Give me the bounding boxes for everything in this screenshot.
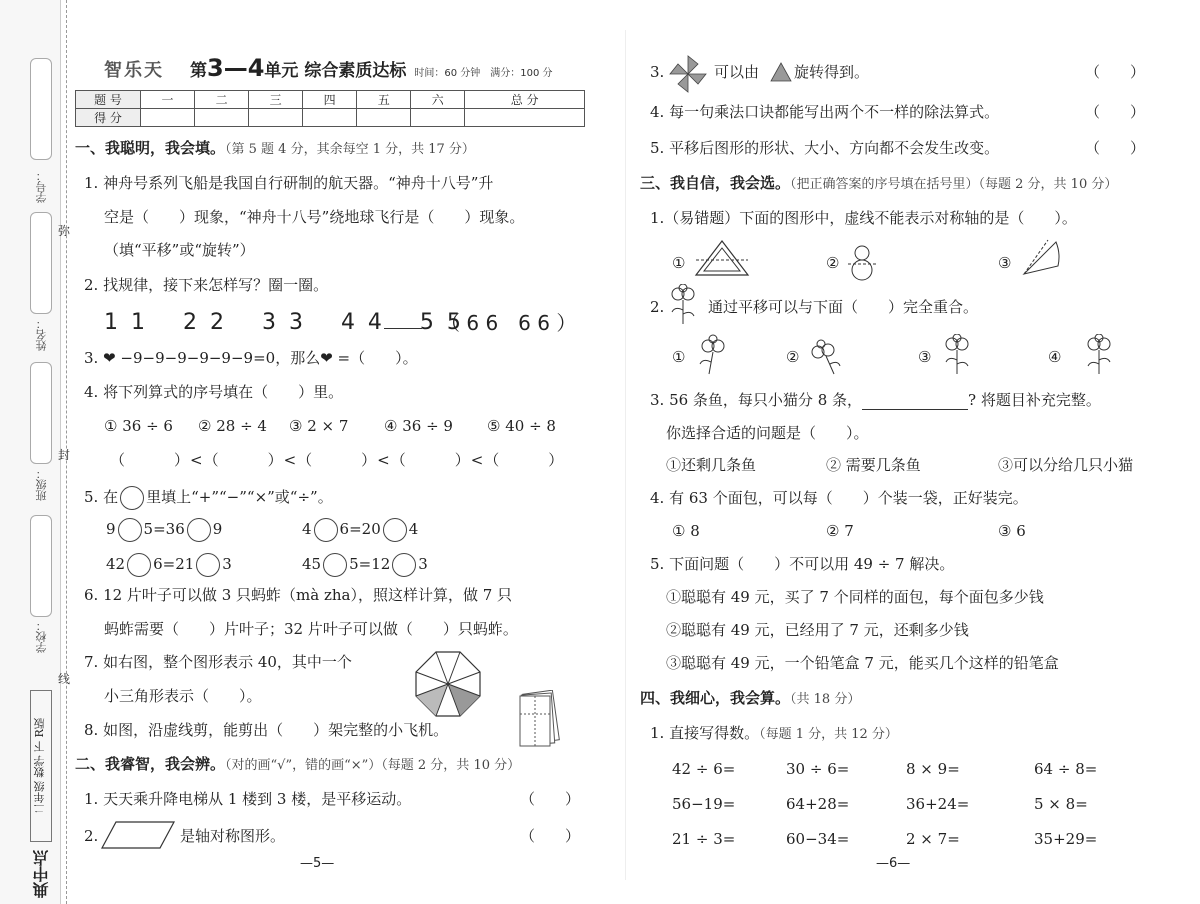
exam-meta: 时间：60 分钟 满分：100 分 [414,68,553,79]
q7-line1: 7. 如右图，整个图形表示 40，其中一个 [84,653,352,671]
calc-r2c4[interactable]: 5 × 8= [1034,795,1088,813]
triangle-icon [770,62,792,82]
calc-r3c4[interactable]: 35+29= [1034,830,1098,848]
name-box[interactable] [30,212,52,314]
judge-3-answer[interactable]: （ ） [1085,63,1146,81]
school-label: 学校： [35,620,48,653]
calc-r1c1[interactable]: 42 ÷ 6= [672,760,736,778]
page-title: 第3—4单元 综合素质达标 时间：60 分钟 满分：100 分 [190,54,553,82]
class-label: 班级： [35,468,48,501]
q4-item-4: ④ 36 ÷ 9 [384,417,453,435]
q2-text: 2. 找规律，接下来怎样写？圈一圈。 [84,276,329,294]
flower-opt-3 [940,334,976,376]
seal-char-xian: 线 [58,672,71,686]
series-logo: 智乐天 [104,60,164,81]
page-number-6: —6— [876,856,911,871]
calc-r1c4[interactable]: 64 ÷ 8= [1034,760,1098,778]
choice-5-text: 5. 下面问题（ ）不可以用 49 ÷ 7 解决。 [650,555,955,573]
q5-circle-sample [120,486,144,510]
choice-4-opt-2[interactable]: ② 7 [826,522,854,540]
choice-4-opt-1[interactable]: ① 8 [672,522,700,540]
judge-1-text: 1. 天天乘升降电梯从 1 楼到 3 楼，是平移运动。 [84,790,412,808]
choice-3-blank[interactable] [862,409,968,410]
q5-text: 5. 在 里填上“+”“−”“×”或“÷”。 [84,486,333,510]
q7-line2: 小三角形表示（ ）。 [104,687,262,705]
flower-icon [666,284,702,326]
calc-r1c2[interactable]: 30 ÷ 6= [786,760,850,778]
q6-line1: 6. 12 片叶子可以做 3 只蚂蚱（mà zha），照这样计算，做 7 只 [84,586,513,604]
section-1-heading: 一、我聪明，我会填。（第 5 题 4 分，其余每空 1 分，共 17 分） [75,139,475,157]
seal-char-feng: 封 [58,448,71,462]
q5-row1-left: 9 5=36 9 [106,518,222,542]
choice-2-text: 通过平移可以与下面（ ）完全重合。 [708,298,979,316]
pinwheel-figure [668,54,708,94]
name-label: 姓名： [35,318,48,351]
calc-r3c3[interactable]: 2 × 7= [906,830,960,848]
q4-item-1: ① 36 ÷ 6 [104,417,173,435]
score-table: 题 号 一 二 三 四 五 六 总 分 得 分 [75,90,585,127]
choice-3-line2: 你选择合适的问题是（ ）。 [666,424,869,442]
q4-order-blanks[interactable]: （ ）<（ ）<（ ）<（ ）<（ ） [110,451,565,469]
q4-text: 4. 将下列算式的序号填在（ ）里。 [84,383,344,401]
judge-3-text: 旋转得到。 [794,63,870,81]
q5-row2-left: 42 6=21 3 [106,553,232,577]
choice-2-opt-3[interactable]: ③ [918,348,932,366]
calc-r1c3[interactable]: 8 × 9= [906,760,960,778]
choice-3-opt-2[interactable]: ② 需要几条鱼 [826,456,921,474]
choice-3-opt-3[interactable]: ③可以分给几只小猫 [998,456,1134,474]
judge-1-answer[interactable]: （ ） [520,790,581,808]
choice-1-text: 1.（易错题）下面的图形中，虚线不能表示对称轴的是（ ）。 [650,209,1077,227]
flower-opt-1 [694,334,730,376]
q5-row1-right: 4 6=20 4 [302,518,418,542]
judge-3-label: 3. [650,63,665,81]
judge-3-mid: 可以由 [714,63,760,81]
q6-line2: 蚂蚱需要（ ）片叶子；32 片叶子可以做（ ）只蚂蚱。 [104,620,518,638]
judge-2-answer[interactable]: （ ） [520,827,581,845]
judge-2-label: 2. [84,827,99,845]
judge-2-text: 是轴对称图形。 [180,827,286,845]
section-4-heading: 四、我细心，我会算。（共 18 分） [640,689,861,707]
choice-5-opt-2[interactable]: ②聪聪有 49 元，已经用了 7 元，还剩多少钱 [666,621,969,639]
q5-row2-right: 45 5=12 3 [302,553,428,577]
calc-1-heading: 1. 直接写得数。（每题 1 分，共 12 分） [650,724,898,742]
octagon-figure [414,650,482,718]
choice-5-opt-1[interactable]: ①聪聪有 49 元，买了 7 个同样的面包，每个面包多少钱 [666,588,1044,606]
parallelogram-figure [100,820,176,850]
choice-2-opt-4[interactable]: ④ [1048,348,1062,366]
fan-figure [1018,236,1060,278]
school-box[interactable] [30,515,52,617]
judge-5-text: 5. 平移后图形的形状、大小、方向都不会发生改变。 [650,139,1000,157]
judge-4-answer[interactable]: （ ） [1085,103,1146,121]
q4-item-2: ② 28 ÷ 4 [198,417,267,435]
q8-text: 8. 如图，沿虚线剪，能剪出（ ）架完整的小飞机。 [84,721,449,739]
calc-r2c3[interactable]: 36+24= [906,795,970,813]
snowman-figure [846,242,882,282]
student-id-label: 学号： [35,170,48,203]
flower-opt-4 [1068,334,1112,376]
q2-answer-blank[interactable] [384,328,422,329]
grade-label: 二年级 数学 下 R版 [30,690,52,842]
page-number-5: —5— [300,856,335,871]
q4-item-3: ③ 2 × 7 [289,417,349,435]
calc-r3c1[interactable]: 21 ÷ 3= [672,830,736,848]
student-id-box[interactable] [30,58,52,160]
choice-2-label: 2. [650,298,665,316]
choice-1-opt-2[interactable]: ② [826,254,840,272]
section-3-heading: 三、我自信，我会选。（把正确答案的序号填在括号里）（每题 2 分，共 10 分） [640,174,1118,192]
choice-5-opt-3[interactable]: ③聪聪有 49 元，一个铅笔盒 7 元，能买几个这样的铅笔盒 [666,654,1059,672]
q2-options[interactable]: （ 6 6 6 6 ） [440,311,577,335]
choice-2-opt-1[interactable]: ① [672,348,686,366]
q3-text: 3. ❤ −9−9−9−9−9−9=0，那么❤ =（ ）。 [84,349,418,367]
choice-2-opt-2[interactable]: ② [786,348,800,366]
q1-line1: 1. 神舟号系列飞船是我国自行研制的航天器。“神舟十八号”升 [84,174,494,192]
q4-item-5: ⑤ 40 ÷ 8 [487,417,556,435]
q1-line3: （填“平移”或“旋转”） [104,241,255,259]
class-box[interactable] [30,362,52,464]
choice-4-text: 4. 有 63 个面包，可以每（ ）个装一袋，正好装完。 [650,489,1028,507]
section-2-heading: 二、我睿智，我会辨。（对的画“√”，错的画“×”）（每题 2 分，共 10 分） [75,755,521,773]
seal-char-mi: 弥 [58,224,71,238]
triangle-figure [694,238,750,278]
calc-r3c2[interactable]: 60−34= [786,830,850,848]
q1-line2: 空是（ ）现象，“神舟十八号”绕地球飞行是（ ）现象。 [104,208,525,226]
calc-r2c1[interactable]: 56−19= [672,795,736,813]
flower-opt-2 [806,334,842,376]
choice-1-opt-1[interactable]: ① [672,254,686,272]
judge-5-answer[interactable]: （ ） [1085,139,1146,157]
q2-sequence: 1 1 2 2 3 3 4 4 5 5 [104,310,464,335]
paper-plane-strip-figure [518,690,564,748]
calc-r2c2[interactable]: 64+28= [786,795,850,813]
brand-logo: 典中点 [32,850,51,898]
choice-1-opt-3[interactable]: ③ [998,254,1012,272]
choice-4-opt-3[interactable]: ③ 6 [998,522,1026,540]
cut-line [66,0,67,904]
judge-4-text: 4. 每一句乘法口诀都能写出两个不一样的除法算式。 [650,103,1000,121]
page-divider [625,30,626,880]
choice-3-opt-1[interactable]: ①还剩几条鱼 [666,456,757,474]
choice-3-line1: 3. 56 条鱼，每只小猫分 8 条， ? 将题目补充完整。 [650,391,1101,409]
